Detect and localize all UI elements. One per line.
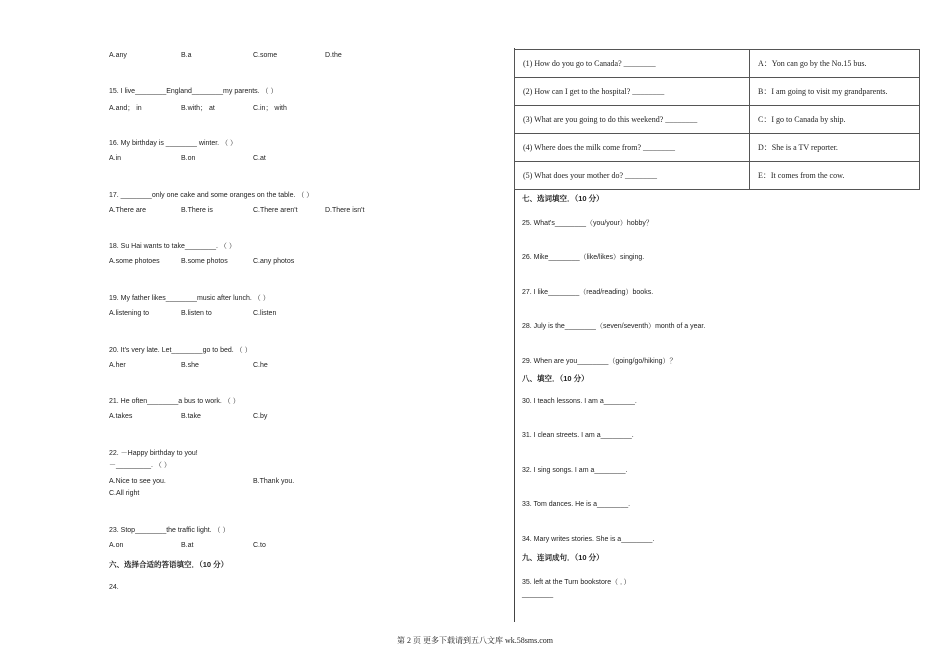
q26-stem: 26. Mike________（like/likes）singing.	[522, 254, 645, 261]
table-row	[515, 162, 920, 190]
q28-stem: 28. July is the________（seven/seventh）month of a year.	[522, 323, 706, 330]
q22-option-c: C.All right	[109, 490, 140, 497]
match-answer-b: B：I am going to visit my grandparents.	[750, 78, 920, 106]
q19-option-c: C.listen	[253, 310, 277, 317]
q20-option-a: A.her	[109, 362, 126, 369]
q19-option-a: A.listening to	[109, 310, 150, 317]
q34-stem: 34. Mary writes stories. She is a________.	[522, 536, 655, 543]
table-row	[515, 50, 920, 78]
q15-stem: 15. I live________England________my parents. （ ）	[109, 88, 278, 95]
q19-stem: 19. My father likes________music after lunch. （ ）	[109, 295, 270, 302]
q32-stem: 32. I sing songs. I am a________.	[522, 467, 628, 474]
q22-stem-response: －_________. （ ）	[109, 462, 171, 469]
table-row	[515, 106, 920, 134]
q20-stem: 20. It's very late. Let________go to bed. （ ）	[109, 347, 252, 354]
q16-option-c: C.at	[253, 155, 266, 162]
q21-option-c: C.by	[253, 413, 268, 420]
q15-option-b: B.with； at	[181, 105, 215, 112]
q18-option-a: A.some photoes	[109, 258, 160, 265]
q35-answer-blank: ________	[522, 591, 554, 598]
q30-stem: 30. I teach lessons. I am a________.	[522, 398, 637, 405]
q20-option-b: B.she	[181, 362, 199, 369]
q22-option-a: A.Nice to see you.	[109, 478, 166, 485]
q18-stem: 18. Su Hai wants to take________. （ ）	[109, 243, 236, 250]
q17-stem: 17. ________only one cake and some oranges on the table. （ ）	[109, 192, 314, 199]
page-footer: 第 2 页 更多下载请到五八文库 wk.58sms.com	[397, 636, 553, 645]
q35-stem: 35. left at the Turn bookstore（ ．）	[522, 579, 631, 586]
table-row	[515, 78, 920, 106]
q22-option-b: B.Thank you.	[253, 478, 295, 485]
q17-option-c: C.There aren't	[253, 207, 298, 214]
q17-option-b: B.There is	[181, 207, 213, 214]
q16-option-b: B.on	[181, 155, 196, 162]
q27-stem: 27. I like________（read/reading）books.	[522, 289, 654, 296]
q22-stem: 22. －Happy birthday to you!	[109, 450, 198, 457]
q21-option-a: A.takes	[109, 413, 133, 420]
section-6-heading: 六、选择合适的答语填空．（10 分）	[109, 560, 229, 569]
section-9-heading: 九、连词成句．（10 分）	[522, 553, 604, 562]
q23-stem: 23. Stop________the traffic light. （ ）	[109, 527, 230, 534]
q15-option-a: A.and； in	[109, 105, 142, 112]
q33-stem: 33. Tom dances. He is a________.	[522, 501, 631, 508]
match-question-1: (1) How do you go to Canada? ________	[515, 50, 750, 78]
section-8-heading: 八、填空．（10 分）	[522, 374, 589, 383]
q14-option-a: A.any	[109, 52, 127, 59]
match-question-2: (2) How can I get to the hospital? ________	[515, 78, 750, 106]
q14-option-b: B.a	[181, 52, 192, 59]
q16-stem: 16. My birthday is ________ winter. （ ）	[109, 140, 238, 147]
q21-stem: 21. He often________a bus to work. （ ）	[109, 398, 240, 405]
q17-option-d: D.There isn't	[325, 207, 365, 214]
match-answer-a: A：Yon can go by the No.15 bus.	[750, 50, 920, 78]
q18-option-b: B.some photos	[181, 258, 228, 265]
q20-option-c: C.he	[253, 362, 268, 369]
q17-option-a: A.There are	[109, 207, 146, 214]
match-answer-e: E：It comes from the cow.	[750, 162, 920, 190]
q31-stem: 31. I clean streets. I am a________.	[522, 432, 634, 439]
q15-option-c: C.in； with	[253, 105, 287, 112]
q29-stem: 29. When are you________（going/go/hiking）？	[522, 358, 677, 365]
q23-option-c: C.to	[253, 542, 266, 549]
match-question-5: (5) What does your mother do? ________	[515, 162, 750, 190]
q23-option-a: A.on	[109, 542, 124, 549]
table-row	[515, 134, 920, 162]
matching-table	[514, 49, 920, 190]
q14-option-d: D.the	[325, 52, 342, 59]
q23-option-b: B.at	[181, 542, 194, 549]
q14-option-c: C.some	[253, 52, 278, 59]
section-7-heading: 七、选词填空．（10 分）	[522, 194, 604, 203]
match-question-4: (4) Where does the milk come from? ________	[515, 134, 750, 162]
match-answer-c: C：I go to Canada by ship.	[750, 106, 920, 134]
q24-stem: 24.	[109, 584, 119, 591]
match-question-3: (3) What are you going to do this weekend? ________	[515, 106, 750, 134]
q16-option-a: A.in	[109, 155, 122, 162]
q19-option-b: B.listen to	[181, 310, 212, 317]
q25-stem: 25. What's________（you/your）hobby？	[522, 220, 653, 227]
q21-option-b: B.take	[181, 413, 201, 420]
q18-option-c: C.any photos	[253, 258, 295, 265]
match-answer-d: D：She is a TV reporter.	[750, 134, 920, 162]
